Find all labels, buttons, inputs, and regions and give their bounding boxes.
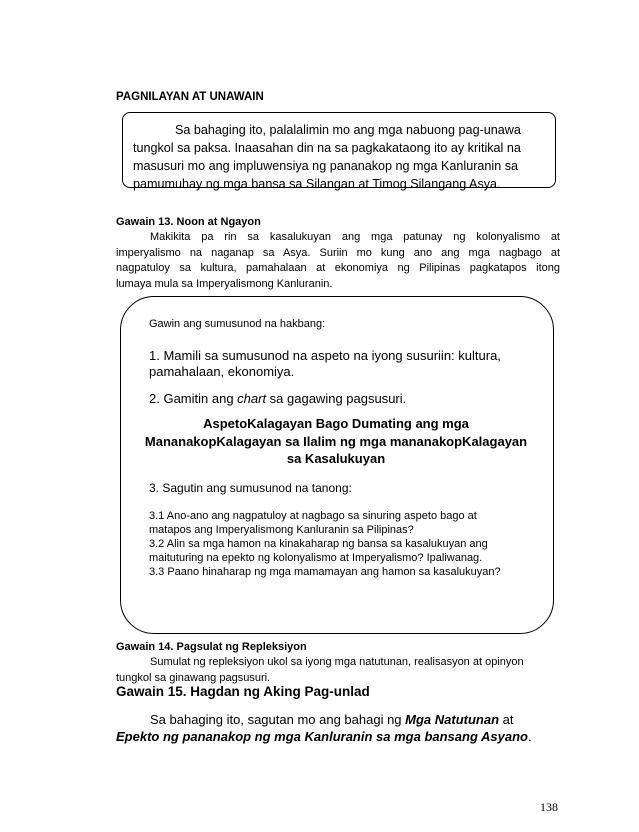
step2-prefix: 2. Gamitin ang xyxy=(149,391,238,406)
gawain15-line2-suffix: . xyxy=(527,729,532,744)
intro-line-3: masusuri mo ang impluwensiya ng pananakop ng mga Kanluranin sa xyxy=(133,159,519,173)
chart-line-1: AspetoKalagayan Bago Dumating ang mga xyxy=(203,416,469,431)
step3: 3. Sagutin ang sumusunod na tanong: xyxy=(149,481,352,495)
steps-intro: Gawin ang sumusunod na hakbang: xyxy=(149,318,326,330)
chart-line-2: MananakopKalagayan sa Ilalim ng mga mananakopKalagayan xyxy=(144,434,528,449)
q31-line-2: matapos ang Imperyalismong Kanluranin sa Pilipinas? xyxy=(149,524,414,536)
q33: 3.3 Paano hinaharap ng mga mamamayan ang hamon sa kasalukuyan? xyxy=(149,566,501,578)
gawain13-paragraph xyxy=(116,230,560,292)
gawain14-line-1: Sumulat ng repleksiyon ukol sa iyong mga natutunan, realisasyon at opinyon xyxy=(150,656,524,668)
q31-line-1: 3.1 Ano-ano ang nagpatuloy at nagbago sa sinuring aspeto bago at xyxy=(149,510,477,522)
gawain13-title: Gawain 13. Noon at Ngayon xyxy=(116,216,261,228)
q32-line-1: 3.2 Alin sa mga hamon na kinakaharap ng bansa sa kasalukuyan ang xyxy=(149,538,488,550)
step2 xyxy=(149,390,529,407)
step1-line-1: 1. Mamili sa sumusunod na aspeto na iyong susuriin: kultura, xyxy=(149,348,501,363)
intro-box xyxy=(122,112,556,191)
step2-chart-word: chart xyxy=(237,391,267,406)
section-title: PAGNILAYAN AT UNAWAIN xyxy=(116,91,264,103)
step2-suffix: sa gagawing pagsusuri. xyxy=(266,391,407,406)
gawain13-line-4: lumaya mula sa Imperyalismong Kanluranin. xyxy=(116,277,333,290)
gawain13-line-3: nagpatuloy sa kultura, pamahalaan at ekonomiya ng Pilipinas pagkatapos itong xyxy=(116,262,560,274)
intro-line-2: tungkol sa paksa. Inaasahan din na sa pagkakataong ito ay kritikal na xyxy=(133,141,521,155)
gawain15-title: Gawain 15. Hagdan ng Aking Pag-unlad xyxy=(116,684,370,699)
intro-line-1: Sa bahaging ito, palalalimin mo ang mga nabuong pag-unawa xyxy=(175,123,521,137)
gawain13-line-2: imperyalismo na naganap sa Asya. Suriin mo kung ano ang mga nagbago at xyxy=(116,246,560,259)
gawain15-line2-bold: Epekto ng pananakop ng mga Kanluranin sa mga bansang Asyano xyxy=(116,729,528,744)
gawain15-line1-bold: Mga Natutunan xyxy=(405,712,500,727)
gawain15-line1-prefix: Sa bahaging ito, sagutan mo ang bahagi ng xyxy=(150,712,406,727)
chart-line-3: sa Kasalukuyan xyxy=(286,451,386,466)
q32-line-2: maituturing na epekto ng kolonyalismo at Imperyalismo? Ipaliwanag. xyxy=(149,552,483,564)
gawain15-line-1 xyxy=(150,712,514,727)
gawain15-line-2 xyxy=(116,729,532,744)
gawain14-title: Gawain 14. Pagsulat ng Repleksiyon xyxy=(116,641,307,653)
gawain15-line1-suffix: at xyxy=(499,712,514,727)
page-number: 138 xyxy=(540,800,558,814)
steps-box xyxy=(120,296,554,634)
gawain14-line-2: tungkol sa ginawang pagsusuri. xyxy=(116,671,271,684)
intro-line-4: pamumuhay ng mga bansa sa Silangan at Timog Silangang Asya. xyxy=(133,177,501,191)
gawain13-line-1: Makikita pa rin sa kasalukuyan ang mga patunay ng kolonyalismo at xyxy=(150,231,560,243)
gawain14-paragraph xyxy=(116,655,566,686)
step1-line-2: pamahalaan, ekonomiya. xyxy=(149,364,295,379)
